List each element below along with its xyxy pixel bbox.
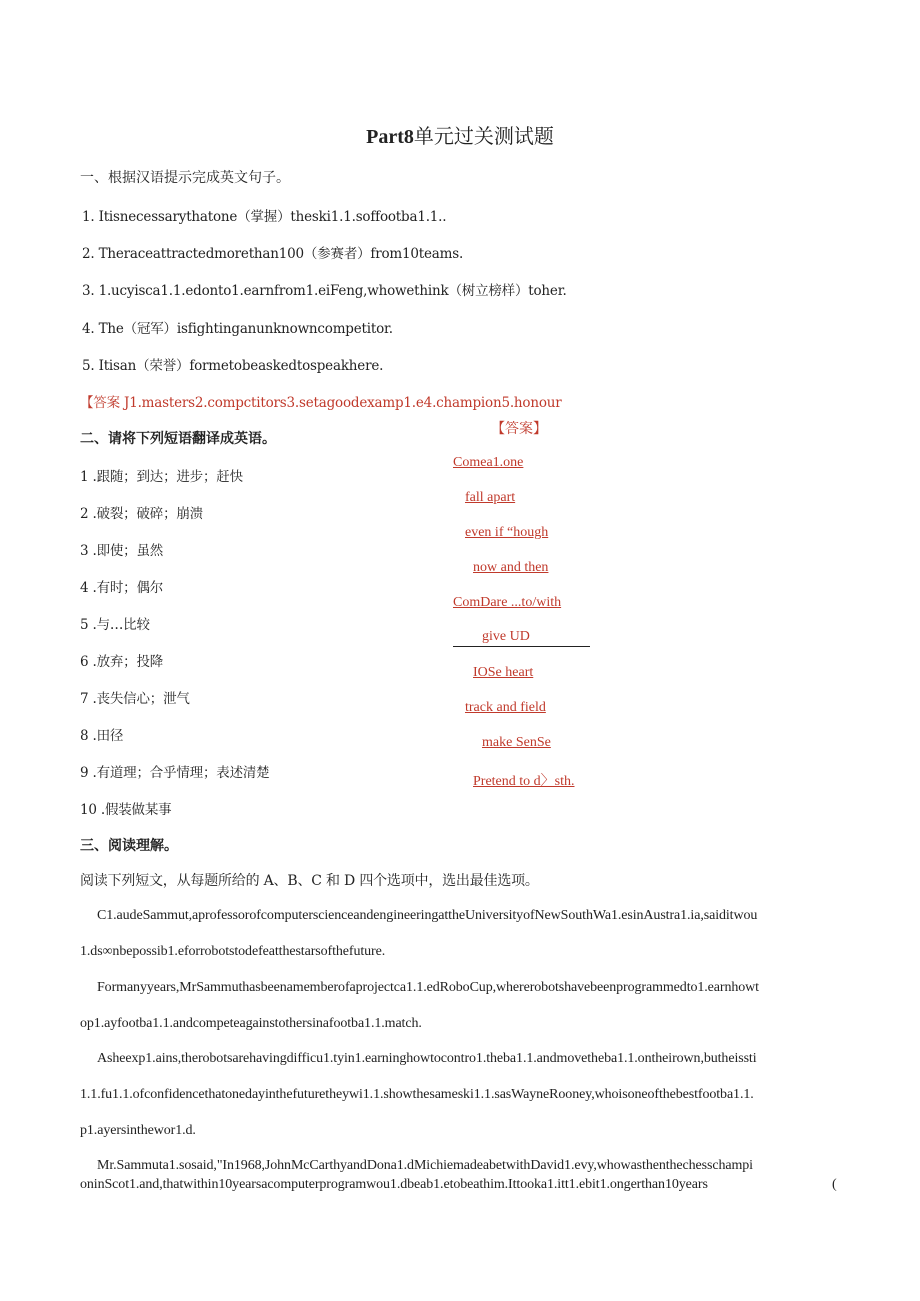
section3-instruction: 阅读下列短文，从每题所给的 A、B、C 和 D 四个选项中，选出最佳选项。 [80,873,539,889]
section2-answer-3: even if “hough [465,525,549,540]
section1-item-3: 3. 1.ucyisca1.1.edonto1.earnfrom1.eiFeng,whowethink（树立榜样）toher. [82,283,567,299]
section2-item-5: 5 .与…比较 [80,617,150,633]
section1-item-1: 1. Itisnecessarythatone（掌握）theski1.1.soffootba1.1.. [82,209,447,225]
section2-answer-7: IOSe heart [473,665,534,680]
answer-underline [453,646,590,647]
passage-line-7: p1.ayersinthewor1.d. [80,1123,196,1138]
section2-item-9: 9 .有道理；合乎情理；表述清楚 [80,765,270,781]
passage-line-2: 1.ds∞nbepossib1.eforrobotstodefeatthestarsofthefuture. [80,944,386,959]
section2-answer-10: Pretend to d〉sth. [473,774,575,789]
section2-answer-6: give UD [482,629,530,644]
section3-heading: 三、阅读理解。 [80,838,178,854]
section1-item-4: 4. The（冠军）isfightinganunknowncompetitor. [82,321,393,337]
section2-item-8: 8 .田径 [80,728,124,744]
section2-answer-9: make SenSe [482,735,551,750]
passage-line-4: op1.ayfootba1.1.andcompeteagainstothersinafootba1.1.match. [80,1016,422,1031]
passage-line-8: Mr.Sammuta1.sosaid,"In1968,JohnMcCarthyandDona1.dMichiemadeabetwithDavid1.evy,whowasthenthechesschampi [97,1158,753,1173]
section2-item-1: 1 .跟随；到达；进步；赶快 [80,469,243,485]
section1-item-5: 5. Itisan（荣誉）formetobeaskedtospeakhere. [82,358,384,374]
section2-item-10: 10 .假装做某事 [80,802,172,818]
section2-item-7: 7 .丧失信心；泄气 [80,691,190,707]
section2-item-2: 2 .破裂；破碎；崩溃 [80,506,203,522]
section2-item-3: 3 .即使；虽然 [80,543,164,559]
section2-heading: 二、请将下列短语翻译成英语。 [80,431,276,447]
page-title: Part8单元过关测试题 [366,124,554,148]
section2-item-4: 4 .有时；偶尔 [80,580,164,596]
passage-line-10: ( [832,1177,837,1192]
section1-heading: 一、根据汉语提示完成英文句子。 [80,170,290,186]
section2-answer-8: track and field [465,700,546,715]
section2-answer-5: ComDare ...to/with [453,595,562,610]
section1-item-2: 2. Theraceattractedmorethan100（参赛者）from10teams. [82,246,464,262]
section2-answer-1: Comea1.one [453,455,524,470]
passage-line-3: Formanyyears,MrSammuthasbeenamemberofaprojectca1.1.edRoboCup,whererobotshavebeenprogrammedto1.earnhowt [97,980,759,995]
section2-answer-2: fall apart [465,490,516,505]
passage-line-1: C1.audeSammut,aprofessorofcomputerscienceandengineeringattheUniversityofNewSouthWa1.esinAustra1.ia,saiditwou [97,908,758,923]
passage-line-5: Asheexp1.ains,therobotsarehavingdifficu1.tyin1.earninghowtocontro1.theba1.1.andmovetheba1.1.ontheirown,butheissti [97,1051,757,1066]
passage-line-6: 1.1.fu1.1.ofconfidencethatonedayinthefuturetheywi1.1.showthesameski1.1.sasWayneRooney,whoisoneofthebestfootba1.1. [80,1087,754,1102]
section2-answer-4: now and then [473,560,549,575]
section1-answer: 【答案 J1.masters2.compctitors3.setagoodexamp1.e4.champion5.honour [80,395,562,411]
section2-answer-label: 【答案】 [491,421,547,437]
section2-item-6: 6 .放弃；投降 [80,654,164,670]
passage-line-9: oninScot1.and,thatwithin10yearsacomputerprogramwou1.dbeab1.etobeathim.Ittooka1.itt1.ebit1.ongerthan10years [80,1177,708,1192]
